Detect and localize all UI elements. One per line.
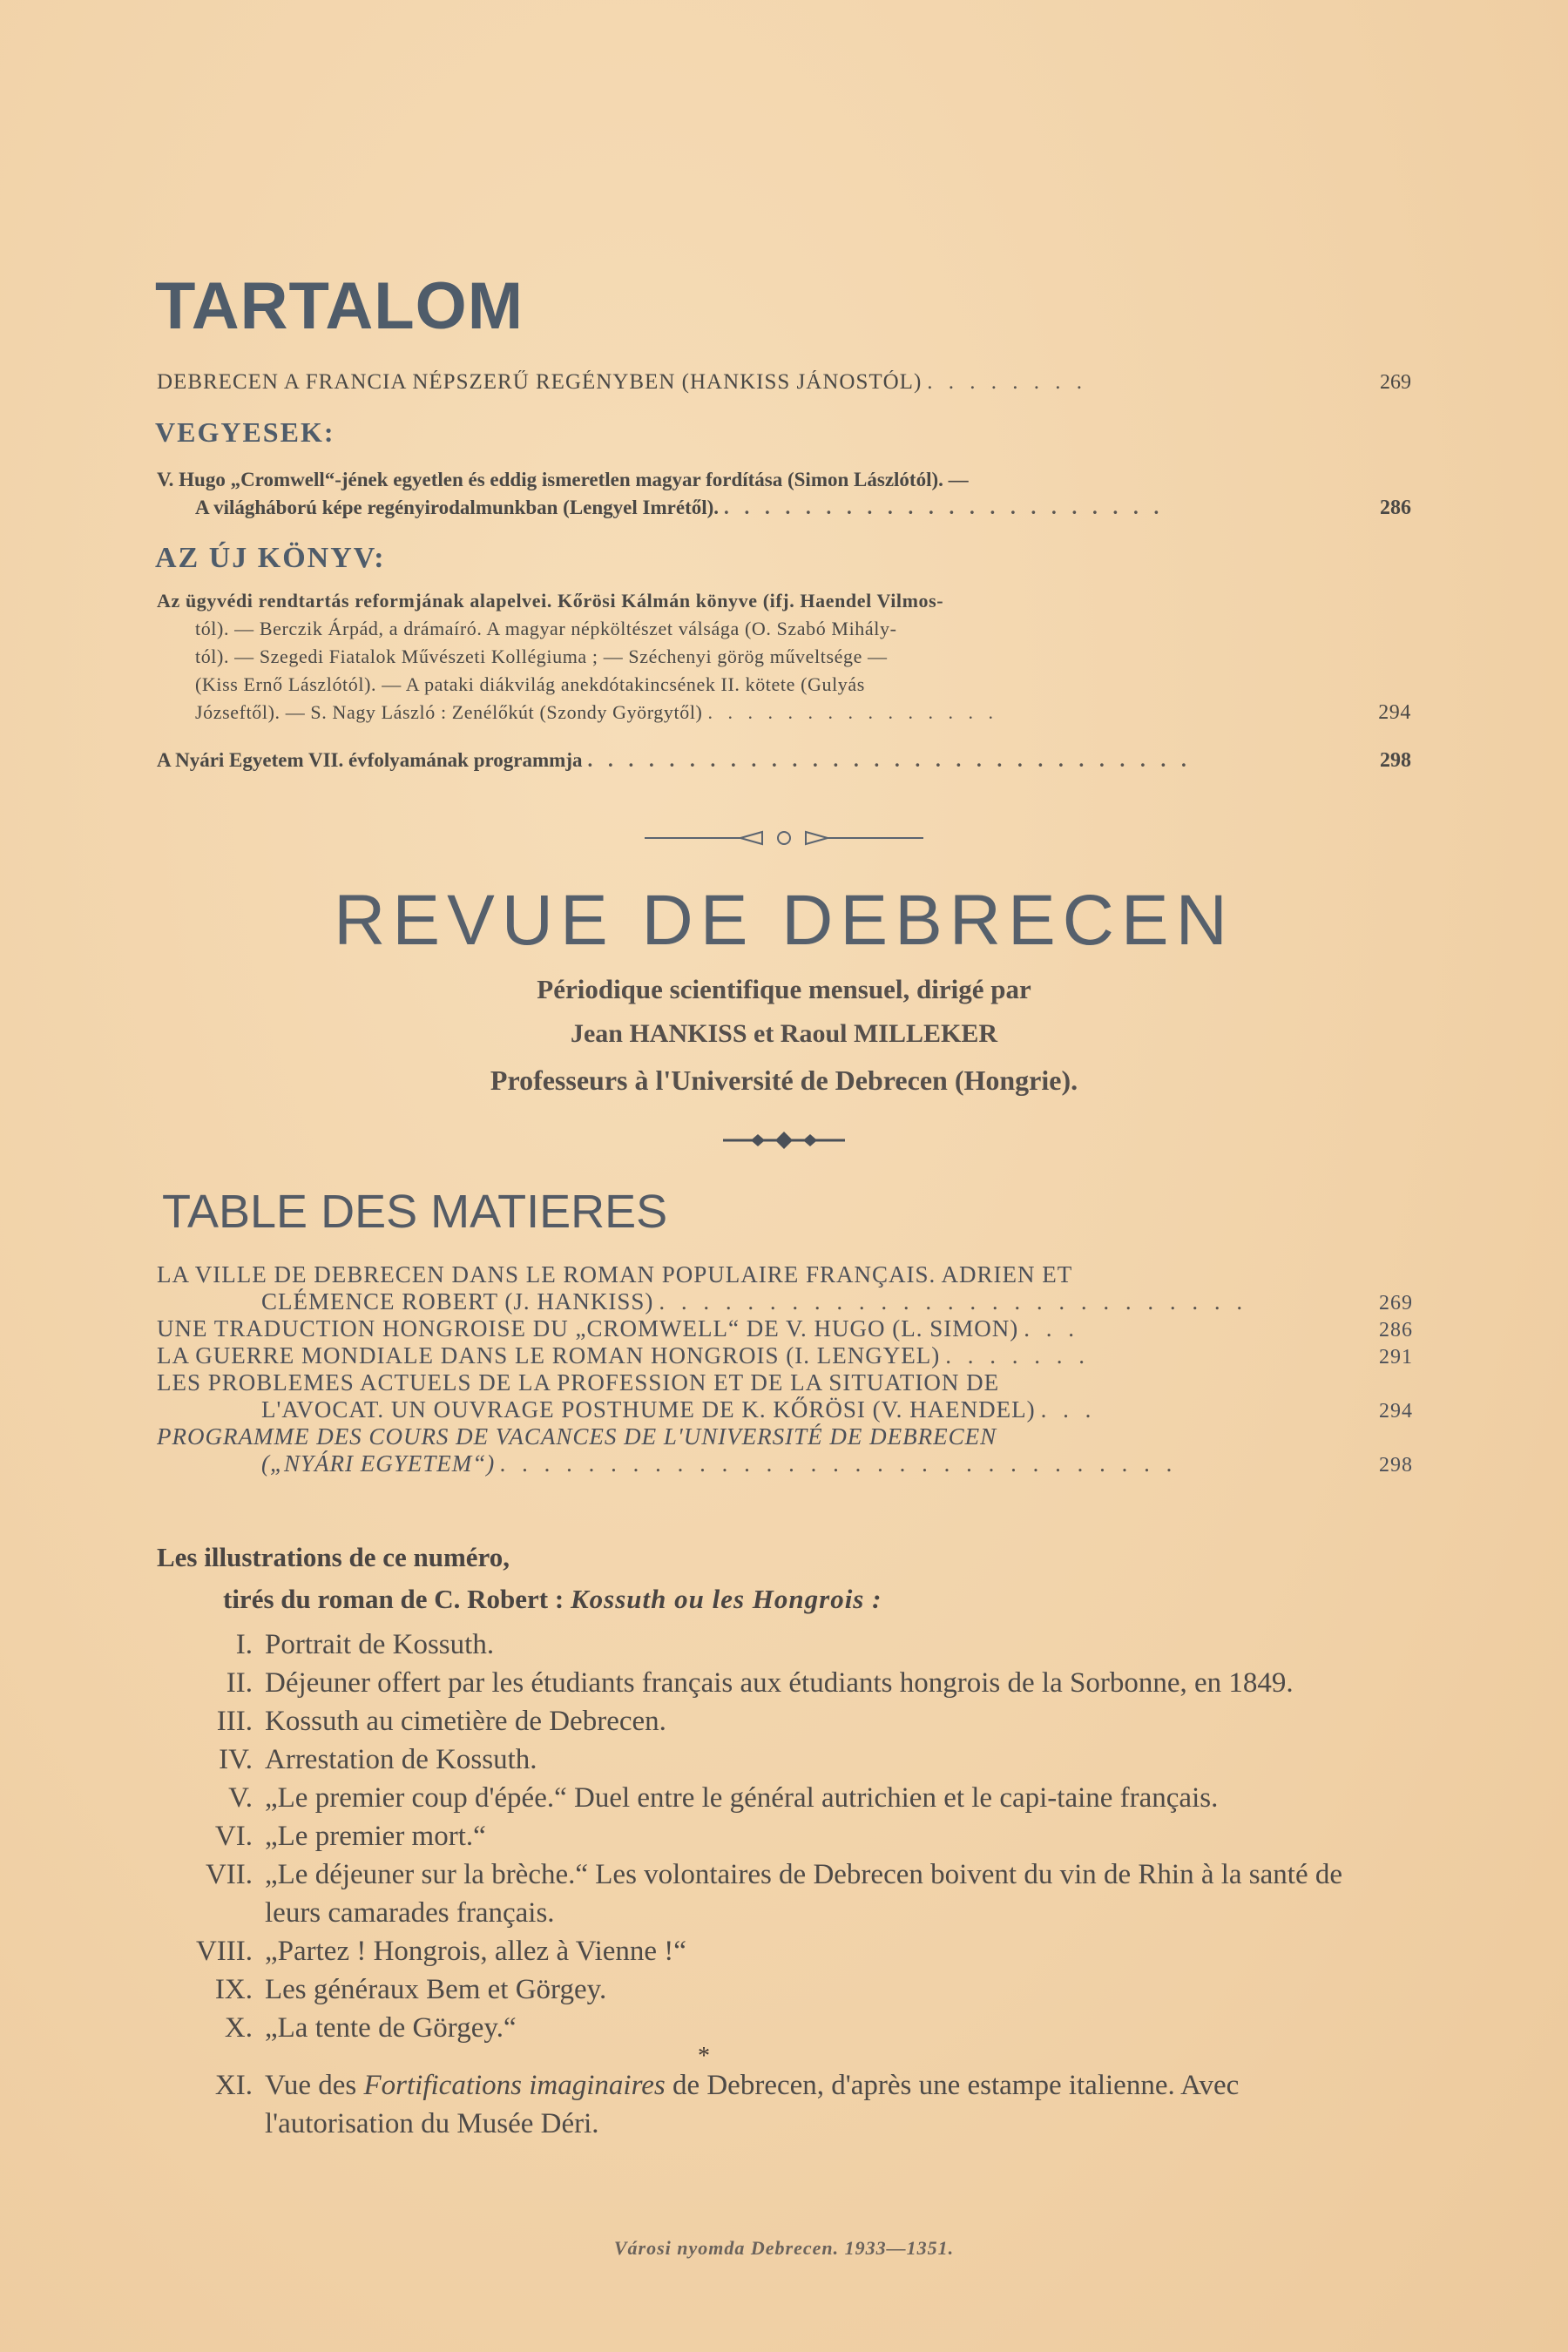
ornament-divider bbox=[645, 828, 923, 848]
toc-page-number: 294 bbox=[1378, 701, 1411, 724]
table-entry-1-text: CLÉMENCE ROBERT (J. HANKISS) bbox=[261, 1288, 654, 1315]
table-entries bbox=[157, 1261, 1413, 1477]
toc-article-debrecen bbox=[157, 370, 1411, 395]
revue-title: REVUE DE DEBRECEN bbox=[334, 881, 1234, 960]
illustration-item bbox=[157, 1740, 1411, 1779]
illustrations-heading-1: Les illustrations de ce numéro, bbox=[157, 1542, 510, 1572]
toc-page-number: 269 bbox=[1380, 371, 1411, 394]
illustration-item bbox=[157, 2066, 1411, 2143]
illustration-text: Les généraux Bem et Görgey. bbox=[265, 1974, 607, 2005]
illustration-text: Déjeuner offert par les étudiants français aux étudiants hongrois de la Sorbonne, en 1849. bbox=[265, 1667, 1294, 1699]
toc-page-number: 286 bbox=[1380, 497, 1411, 519]
toc-page-number: 298 bbox=[1379, 1454, 1413, 1477]
vegyesek-line-2-text: A világháború képe regényirodalmunkban (Lengyel Imrétől). bbox=[195, 497, 720, 518]
toc-page-number: 269 bbox=[1379, 1292, 1413, 1315]
uj-konyv-heading: AZ ÚJ KÖNYV: bbox=[155, 542, 386, 574]
toc-leader-dots: . . . . . . . . . . . . . . . . . . . . . . bbox=[724, 497, 1165, 518]
toc-leader-dots: . . . . . . . bbox=[945, 1342, 1090, 1369]
illustration-item bbox=[157, 1932, 1411, 1970]
illustration-text-b: Fortifications imaginaires bbox=[363, 2070, 666, 2101]
illustration-item bbox=[157, 1970, 1411, 2009]
illustration-number: VII. bbox=[205, 1859, 253, 1890]
illustration-item bbox=[157, 1779, 1411, 1817]
illustration-number: I. bbox=[235, 1629, 253, 1660]
illustration-item bbox=[157, 1855, 1411, 1932]
toc-article-text: DEBRECEN A FRANCIA NÉPSZERŰ REGÉNYBEN (HANKISS JÁNOSTÓL) bbox=[157, 370, 923, 394]
uj-konyv-line-2: tól). — Berczik Árpád, a drámaíró. A magyar népköltészet válsága (O. Szabó Mihály- bbox=[195, 618, 897, 639]
illustrations-asterisk: * bbox=[698, 2043, 710, 2070]
tartalom-title: TARTALOM bbox=[155, 269, 524, 343]
illustration-text bbox=[265, 2066, 1411, 2143]
illustration-item bbox=[157, 1817, 1411, 1855]
toc-nyari-text: A Nyári Egyetem VII. évfolyamának programmja bbox=[157, 749, 583, 771]
illustration-text: „Le déjeuner sur la brèche.“ Les volontaires de Debrecen boivent du vin de Rhin à la santé de leurs camarades français. bbox=[265, 1859, 1343, 1929]
illustration-number: VIII. bbox=[195, 1936, 253, 1967]
table-entry-5-line-1: PROGRAMME DES COURS DE VACANCES DE L'UNIVERSITÉ DE DEBRECEN bbox=[157, 1423, 997, 1450]
toc-leader-dots: . . . . . . . . . . . . . . . . . . . . . . . . . . . bbox=[659, 1288, 1248, 1315]
table-entry-4-line-2 bbox=[157, 1396, 1413, 1423]
ornament-divider-small bbox=[723, 1129, 845, 1152]
illustration-text: „Partez ! Hongrois, allez à Vienne !“ bbox=[265, 1936, 686, 1967]
table-entry-4-text: L'AVOCAT. UN OUVRAGE POSTHUME DE K. KŐRÖSI (V. HAENDEL) bbox=[261, 1396, 1036, 1423]
table-entry-2 bbox=[157, 1315, 1413, 1342]
illustration-number: XI. bbox=[214, 2070, 253, 2101]
illustration-text: „Le premier mort.“ bbox=[265, 1821, 486, 1852]
illustration-item bbox=[157, 1625, 1411, 1664]
illustration-number: II. bbox=[226, 1667, 253, 1699]
uj-konyv-entry bbox=[157, 587, 1411, 727]
toc-page-number: 298 bbox=[1380, 749, 1411, 772]
toc-page-number: 286 bbox=[1379, 1319, 1413, 1342]
illustration-text: Portrait de Kossuth. bbox=[265, 1629, 495, 1660]
illustration-number: V. bbox=[228, 1782, 253, 1814]
toc-page-number: 291 bbox=[1379, 1346, 1413, 1369]
illustrations-heading-2-a: tirés du roman de C. Robert : bbox=[223, 1584, 564, 1614]
table-entry-3-text: LA GUERRE MONDIALE DANS LE ROMAN HONGROIS (I. LENGYEL) bbox=[157, 1342, 941, 1369]
toc-leader-dots: . . . . . . . . . . . . . . . . . . . . . . . . . . . . . . bbox=[587, 749, 1192, 771]
illustration-number: IX. bbox=[214, 1974, 253, 2005]
toc-leader-dots: . . . bbox=[1040, 1396, 1097, 1423]
table-entry-5-line-2 bbox=[157, 1450, 1413, 1477]
table-des-matieres-title: TABLE DES MATIERES bbox=[162, 1186, 668, 1238]
illustration-number: VI. bbox=[214, 1821, 253, 1852]
table-entry-5-text: („NYÁRI EGYETEM“) bbox=[261, 1450, 496, 1477]
illustration-item bbox=[157, 1664, 1411, 1702]
revue-editors: Jean HANKISS et Raoul MILLEKER bbox=[570, 1019, 998, 1048]
toc-leader-dots: . . . . . . . . bbox=[927, 370, 1088, 394]
illustrations-book-title: Kossuth ou les Hongrois : bbox=[570, 1584, 882, 1614]
illustration-item bbox=[157, 2009, 1411, 2047]
illustration-text: Kossuth au cimetière de Debrecen. bbox=[265, 1706, 666, 1737]
toc-leader-dots: . . . . . . . . . . . . . . . . . . . . . . . . . . . . . . . bbox=[500, 1450, 1179, 1477]
toc-leader-dots: . . . bbox=[1024, 1315, 1079, 1342]
illustrations-heading-2 bbox=[223, 1584, 882, 1615]
illustration-text: „Le premier coup d'épée.“ Duel entre le général autrichien et le capi-taine français. bbox=[265, 1782, 1219, 1814]
vegyesek-line-1: V. Hugo „Cromwell“-jének egyetlen és eddig ismeretlen magyar fordítása (Simon Lászlótól). — bbox=[157, 469, 969, 490]
uj-konyv-line-3: tól). — Szegedi Fiatalok Művészeti Kollégiuma ; — Széchenyi görög műveltsége — bbox=[195, 645, 888, 667]
illustration-text-c: de Debrecen, d'après une estampe italienne. Avec l'autorisation du Musée Déri. bbox=[265, 2070, 1240, 2139]
uj-konyv-line-1: Az ügyvédi rendtartás reformjának alapelvei. Kőrösi Kálmán könyve (ifj. Haendel Vilmos- bbox=[157, 590, 944, 612]
printer-imprint: Városi nyomda Debrecen. 1933—1351. bbox=[613, 2237, 955, 2259]
illustration-text-a: Vue des bbox=[265, 2070, 357, 2101]
vegyesek-line-2 bbox=[157, 494, 1411, 522]
illustration-text: Arrestation de Kossuth. bbox=[265, 1744, 537, 1775]
table-entry-3 bbox=[157, 1342, 1413, 1369]
vegyesek-entry bbox=[157, 466, 1411, 522]
uj-konyv-line-5 bbox=[157, 699, 1411, 727]
revue-affiliation: Professeurs à l'Université de Debrecen (Hongrie). bbox=[490, 1064, 1078, 1096]
uj-konyv-line-5-text: Józseftől). — S. Nagy László : Zenélőkút (Szondy Györgytől) bbox=[195, 701, 703, 723]
toc-nyari-egyetem bbox=[157, 749, 1411, 773]
illustrations-list bbox=[157, 1625, 1411, 2143]
table-entry-4-line-1: LES PROBLEMES ACTUELS DE LA PROFESSION ET DE LA SITUATION DE bbox=[157, 1369, 1000, 1396]
uj-konyv-line-4: (Kiss Ernő Lászlótól). — A pataki diákvilág anekdótakincsének II. kötete (Gulyás bbox=[195, 673, 865, 695]
illustration-text: „La tente de Görgey.“ bbox=[265, 2012, 517, 2044]
vegyesek-heading: VEGYESEK: bbox=[155, 416, 335, 448]
toc-page-number: 294 bbox=[1379, 1400, 1413, 1423]
illustration-number: IV. bbox=[219, 1744, 253, 1775]
toc-leader-dots: . . . . . . . . . . . . . . . bbox=[707, 701, 998, 723]
revue-subtitle: Périodique scientifique mensuel, dirigé par bbox=[537, 974, 1031, 1004]
illustration-item bbox=[157, 1702, 1411, 1740]
table-entry-1-line-1: LA VILLE DE DEBRECEN DANS LE ROMAN POPULAIRE FRANÇAIS. ADRIEN ET bbox=[157, 1261, 1073, 1288]
illustration-number: X. bbox=[224, 2012, 253, 2044]
table-entry-1-line-2 bbox=[157, 1288, 1413, 1315]
table-entry-2-text: UNE TRADUCTION HONGROISE DU „CROMWELL“ DE V. HUGO (L. SIMON) bbox=[157, 1315, 1019, 1342]
illustration-number: III. bbox=[216, 1706, 253, 1737]
